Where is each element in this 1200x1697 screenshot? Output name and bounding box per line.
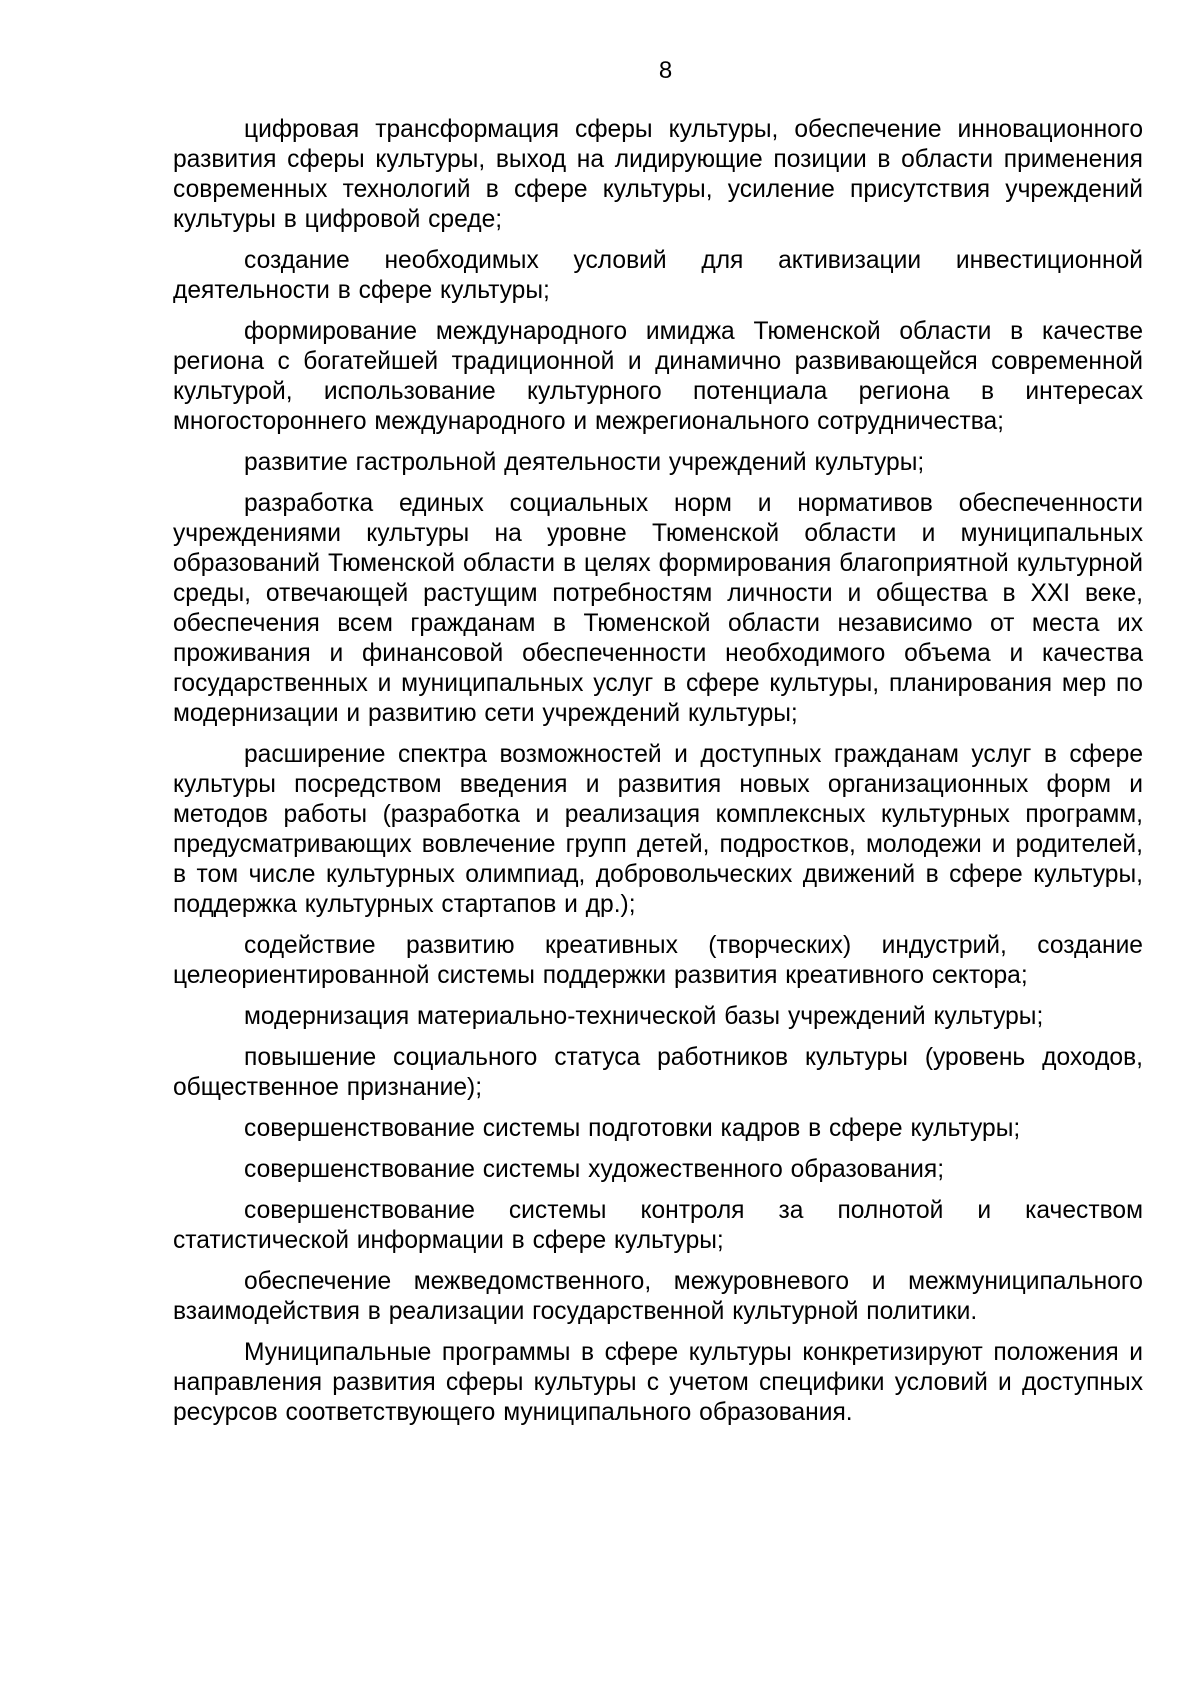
document-body — [173, 115, 1143, 1439]
paragraph-municipal-programs: Муниципальные программы в сфере культуры конкретизируют положения и направления развития сферы культуры с учетом специфики условий и доступных ресурсов соответствующего муниципального образования. — [173, 1339, 1143, 1426]
paragraph-personnel-training: совершенствование системы подготовки кадров в сфере культуры; — [244, 1115, 1021, 1142]
paragraph-investment-conditions: создание необходимых условий для активизации инвестиционной деятельности в сфере культуры; — [173, 247, 1143, 304]
paragraph-interaction: обеспечение межведомственного, межуровневого и межмуниципального взаимодействия в реализации государственной культурной политики. — [173, 1268, 1143, 1325]
paragraph-statistics-control: совершенствование системы контроля за полнотой и качеством статистической информации в сфере культуры; — [173, 1197, 1143, 1254]
paragraph-social-status: повышение социального статуса работников культуры (уровень доходов, общественное признание); — [173, 1044, 1143, 1101]
paragraph-modernization: модернизация материально-технической базы учреждений культуры; — [244, 1003, 1044, 1030]
paragraph-services-expansion: расширение спектра возможностей и доступных гражданам услуг в сфере культуры посредством введения и развития новых организационных форм и методов работы (разработка и реализация комплексных культурных программ, предусматривающих вовлечение групп детей, подростков, молодежи и родителей, в том числе культурных олимпиад, добровольческих движений в сфере культуры, поддержка культурных стартапов и др.); — [173, 741, 1143, 918]
paragraph-digital-transformation: цифровая трансформация сферы культуры, обеспечение инновационного развития сферы культуры, выход на лидирующие позиции в области применения современных технологий в сфере культуры, усиление присутствия учреждений культуры в цифровой среде; — [173, 116, 1143, 233]
paragraph-touring-activity: развитие гастрольной деятельности учреждений культуры; — [244, 449, 925, 476]
paragraph-art-education: совершенствование системы художественного образования; — [244, 1156, 945, 1183]
page-number: 8 — [658, 57, 673, 84]
paragraph-international-image: формирование международного имиджа Тюменской области в качестве региона с богатейшей традиционной и динамично развивающейся современной культурой, использование культурного потенциала региона в интересах многостороннего международного и межрегионального сотрудничества; — [173, 318, 1143, 435]
paragraph-social-norms: разработка единых социальных норм и нормативов обеспеченности учреждениями культуры на уровне Тюменской области и муниципальных образований Тюменской области в целях формирования благоприятной культурной среды, отвечающей растущим потребностям личности и общества в XXI веке, обеспечения всем гражданам в Тюменской области независимо от места их проживания и финансовой обеспеченности необходимого объема и качества государственных и муниципальных услуг в сфере культуры, планирования мер по модернизации и развитию сети учреждений культуры; — [173, 490, 1143, 727]
paragraph-creative-industries: содействие развитию креативных (творческих) индустрий, создание целеориентированной системы поддержки развития креативного сектора; — [173, 932, 1143, 989]
